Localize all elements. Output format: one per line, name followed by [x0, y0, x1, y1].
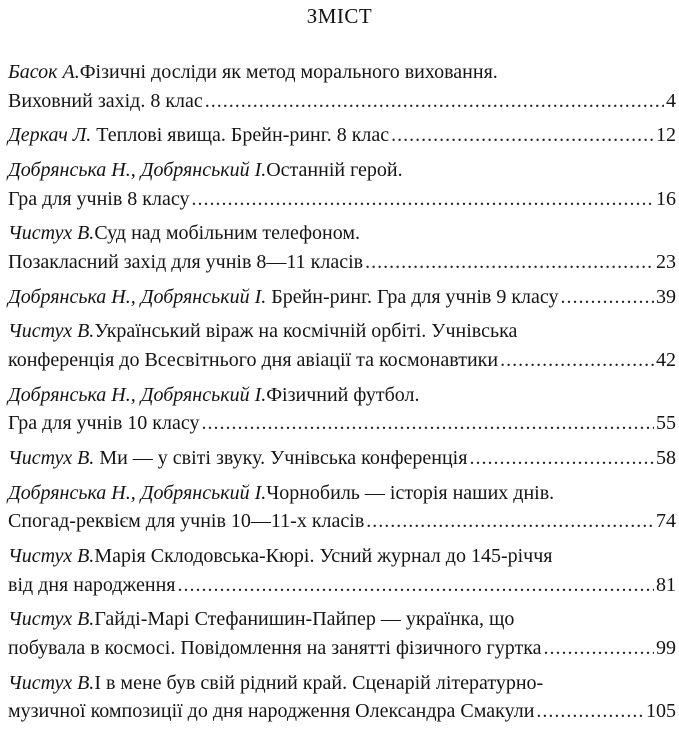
entry-title-start: Суд над мобільним телефоном.	[94, 222, 361, 245]
entry-last-line	[8, 507, 676, 536]
toc-entry	[8, 444, 676, 473]
entry-title-end: побувала в космосі. Повідомлення на занятті фізичного гуртка	[8, 636, 542, 659]
entry-first-line	[8, 317, 676, 346]
entry-first-line	[8, 58, 676, 87]
dot-leader	[536, 697, 644, 726]
entry-author: Чистух В.	[8, 447, 95, 470]
entry-title-end: Спогад-реквієм для учнів 10—11-х класів	[8, 510, 365, 533]
entry-first-line	[8, 156, 676, 185]
entry-last-line	[8, 697, 676, 726]
entry-title-end: Позакласний захід для учнів 8—11 класів	[8, 250, 364, 273]
dot-leader	[191, 185, 654, 214]
entry-last-line	[8, 444, 676, 473]
toc-entry	[8, 669, 676, 726]
entry-author: Чистух В.	[8, 608, 95, 631]
entry-last-line	[8, 121, 676, 150]
entry-title-start: Чорнобиль — історія наших днів.	[266, 481, 555, 504]
entry-title-start: Останній герой.	[266, 159, 403, 182]
entry-title-start: Фізичний футбол.	[266, 383, 420, 406]
entry-author: Добрянська Н., Добрянський І.	[8, 159, 267, 182]
entry-title-end: Теплові явища. Брейн-ринг. 8 клас	[96, 124, 390, 147]
entry-title-start: Фізичні досліди як метод морального виховання.	[79, 61, 498, 83]
page-number: 23	[656, 250, 676, 273]
entry-author: Добрянська Н., Добрянський І.	[8, 285, 267, 308]
toc-entry	[8, 381, 676, 438]
page-number: 74	[656, 510, 676, 533]
table-of-contents	[8, 58, 676, 732]
entry-first-line	[8, 219, 676, 248]
entry-last-line	[8, 634, 676, 663]
toc-entry	[8, 283, 676, 312]
page-number: 81	[656, 573, 676, 596]
entry-first-line	[8, 479, 676, 508]
page-number: 16	[656, 187, 676, 210]
entry-author: Чистух В.	[8, 222, 95, 245]
page-title: ЗМІСТ	[306, 4, 373, 28]
entry-title-end: Гра для учнів 8 класу	[8, 187, 190, 210]
entry-last-line	[8, 248, 676, 277]
toc-entry	[8, 479, 676, 536]
dot-leader	[366, 507, 654, 536]
entry-first-line	[8, 605, 676, 634]
entry-author: Добрянська Н., Добрянський І.	[8, 383, 267, 406]
entry-first-line	[8, 381, 676, 410]
entry-author: Чистух В.	[8, 671, 95, 694]
dot-leader	[469, 444, 654, 473]
entry-title-end: Ми — у світі звуку. Учнівська конференція	[99, 447, 468, 470]
page-number: 58	[656, 447, 676, 470]
entry-title-start: Марія Склодовська-Кюрі. Усний журнал до 145-річчя	[94, 545, 553, 568]
dot-leader	[201, 409, 654, 438]
toc-entry	[8, 317, 676, 374]
entry-last-line	[8, 185, 676, 214]
page-number: 99	[656, 636, 676, 659]
entry-first-line	[8, 669, 676, 698]
entry-title-start: Український віраж на космічній орбіті. Учнівська	[94, 320, 518, 343]
entry-last-line	[8, 283, 676, 312]
entry-last-line	[8, 87, 676, 116]
entry-title-start: Гайді-Марі Стефанишин-Пайпер — українка, що	[94, 608, 515, 631]
entry-author: Деркач Л.	[8, 124, 92, 147]
entry-title-end: від дня народження	[8, 573, 176, 596]
entry-title-end: Гра для учнів 10 класу	[8, 412, 200, 435]
page-number: 39	[656, 285, 676, 308]
dot-leader	[365, 248, 654, 277]
dot-leader	[544, 634, 654, 663]
entry-last-line	[8, 409, 676, 438]
toc-entry	[8, 121, 676, 150]
dot-leader	[205, 87, 664, 116]
toc-entry	[8, 156, 676, 213]
dot-leader	[177, 571, 654, 600]
entry-author: Чистух В.	[8, 545, 95, 568]
dot-leader	[391, 121, 654, 150]
entry-last-line	[8, 346, 676, 375]
toc-entry	[8, 219, 676, 276]
page-number: 42	[656, 348, 676, 371]
toc-entry	[8, 58, 676, 115]
entry-author: Чистух В.	[8, 320, 95, 343]
entry-last-line	[8, 571, 676, 600]
entry-title-end: Виховний захід. 8 клас	[8, 89, 203, 112]
entry-first-line	[8, 542, 676, 571]
page-number: 55	[656, 412, 676, 435]
entry-author: Басок А.	[8, 61, 80, 83]
entry-title-end: Брейн-ринг. Гра для учнів 9 класу	[271, 285, 559, 308]
entry-title-end: конференція до Всесвітнього дня авіації та космонавтики	[8, 348, 499, 371]
entry-author: Добрянська Н., Добрянський І.	[8, 481, 267, 504]
page-number: 4	[666, 89, 676, 112]
entry-title-start: І в мене був свій рідний край. Сценарій літературно-	[94, 671, 544, 694]
dot-leader	[561, 283, 655, 312]
page-number: 12	[656, 124, 676, 147]
entry-title-end: музичної композиції до дня народження Олександра Смакули	[8, 700, 535, 723]
page-number: 105	[646, 700, 676, 723]
toc-entry	[8, 605, 676, 662]
dot-leader	[500, 346, 654, 375]
toc-entry	[8, 542, 676, 599]
